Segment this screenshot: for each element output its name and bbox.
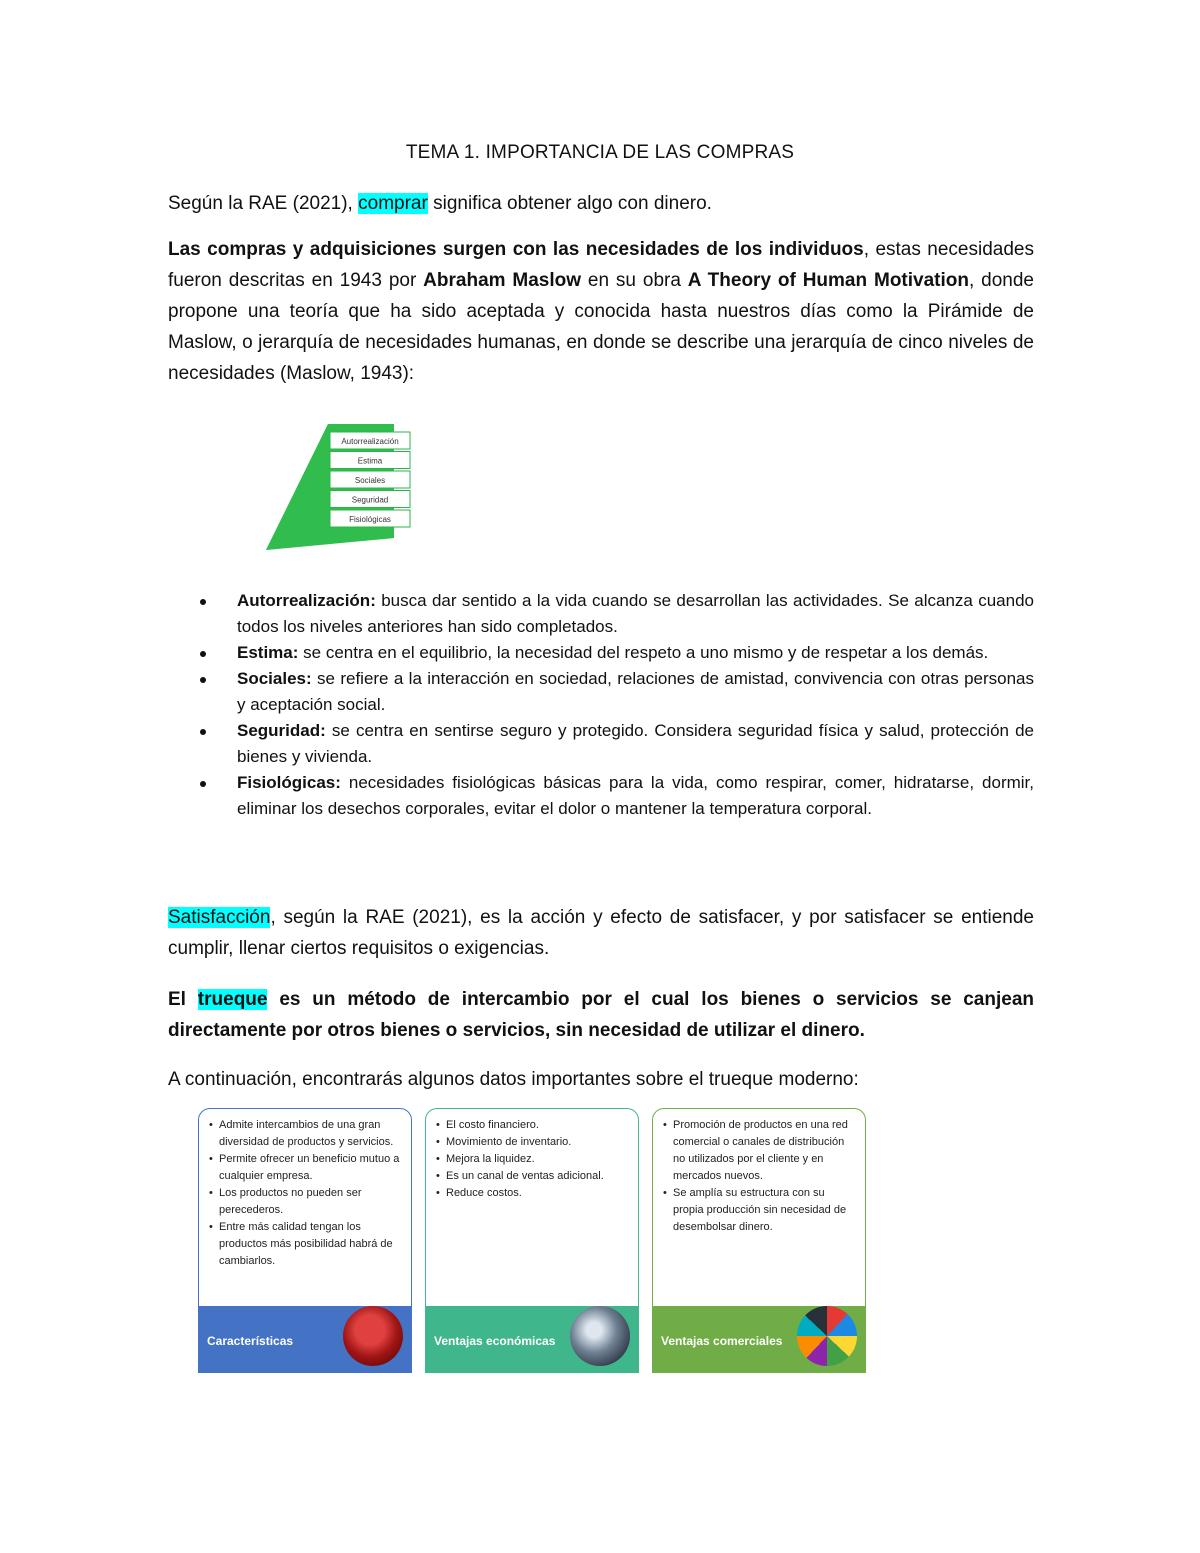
- text: , estas necesidades fueron descritas en 1943 por: [168, 239, 1034, 291]
- bold-author: Abraham Maslow: [423, 270, 582, 291]
- pyramid-level-label: Autorrealización: [341, 437, 399, 446]
- need-description: se refiere a la interacción en sociedad, relaciones de amistad, convivencia con otras personas y aceptación social.: [237, 669, 1034, 714]
- need-description: se centra en el equilibrio, la necesidad del respeto a uno mismo y de respetar a los demás.: [298, 643, 989, 662]
- card-footer-label: Ventajas comerciales: [661, 1334, 783, 1348]
- card-list-item: • Reduce costos.: [436, 1185, 628, 1202]
- bold-text: Las compras y adquisiciones surgen con las necesidades de los individuos: [168, 239, 864, 260]
- card-footer-label: Características: [207, 1334, 294, 1348]
- needs-list: [200, 588, 1034, 822]
- text: , según la RAE (2021), es la acción y efecto de satisfacer, y por satisfacer se entiende cumplir, llenar ciertos requisitos o exigencias.: [168, 907, 1034, 959]
- bullet-icon: [200, 599, 206, 605]
- dollar-coin-icon: [570, 1306, 630, 1366]
- pyramid-level-label: Seguridad: [351, 495, 389, 505]
- page-title: TEMA 1. IMPORTANCIA DE LAS COMPRAS: [405, 142, 795, 163]
- need-description: necesidades fisiológicas básicas para la vida, como respirar, comer, hidratarse, dormir, eliminar los desechos corporales, evitar el dolor o mantener la temperatura corporal.: [237, 773, 1034, 818]
- highlighted-term-comprar: comprar: [358, 193, 428, 214]
- need-term: Fisiológicas:: [237, 773, 341, 792]
- trueque-card: [425, 1108, 639, 1373]
- card-list-item: • Permite ofrecer un beneficio mutuo a cualquier empresa.: [209, 1151, 401, 1185]
- highlighted-term-satisfaccion: Satisfacción: [168, 907, 271, 928]
- card-list-item: • El costo financiero.: [436, 1117, 628, 1134]
- bullet-icon: [200, 677, 206, 683]
- paragraph-satisfaccion: [168, 902, 1034, 964]
- need-description: busca dar sentido a la vida cuando se desarrollan las actividades. Se alcanza cuando todos los niveles anteriores han sido completados.: [237, 591, 1034, 636]
- card-list-item: • Mejora la liquidez.: [436, 1151, 628, 1168]
- need-term: Estima:: [237, 643, 299, 662]
- card-footer: [426, 1306, 638, 1372]
- card-list-item: • Promoción de productos en una red comercial o canales de distribución no utilizados por el cliente y en mercados nuevos.: [663, 1117, 855, 1185]
- paragraph-compras-definicion: [168, 188, 1034, 219]
- bullet-icon: [200, 781, 206, 787]
- text: El: [168, 989, 198, 1010]
- card-list-item: • Admite intercambios de una gran diversidad de productos y servicios.: [209, 1117, 401, 1151]
- pyramid-level-label: Estima: [357, 456, 383, 466]
- bullet-icon: [200, 651, 206, 657]
- paragraph-maslow: [168, 234, 1034, 389]
- app-icons-icon: [797, 1306, 857, 1366]
- pyramid-level-label: Sociales: [354, 476, 386, 485]
- wax-seal-icon: [343, 1306, 403, 1366]
- need-term: Autorrealización:: [237, 591, 376, 610]
- card-list-item: • Los productos no pueden ser perecederos.: [209, 1185, 401, 1219]
- trueque-card: [198, 1108, 412, 1373]
- card-list: [436, 1117, 628, 1202]
- need-list-item: [200, 770, 1034, 822]
- card-footer: [653, 1306, 865, 1372]
- card-list: [663, 1117, 855, 1236]
- need-list-item: [200, 718, 1034, 770]
- card-list-item: • Entre más calidad tengan los productos más posibilidad habrá de cambiarlos.: [209, 1219, 401, 1270]
- trueque-card: [652, 1108, 866, 1373]
- card-footer-label: Ventajas económicas: [434, 1334, 556, 1348]
- paragraph-intro-datos: A continuación, encontrarás algunos datos importantes sobre el trueque moderno:: [168, 1069, 859, 1090]
- pyramid-level-label: Fisiológicas: [349, 515, 391, 524]
- highlighted-term-trueque: trueque: [197, 989, 268, 1010]
- bullet-icon: [200, 729, 206, 735]
- text: , donde propone una teoría que ha sido aceptada y conocida hasta nuestros días como la Pirámide de Maslow, o jerarquía de necesidades humanas, en donde se describe una jerarquía de cinco niveles de necesidades (Maslow, 1943):: [168, 270, 1034, 384]
- card-list: [209, 1117, 401, 1270]
- need-term: Sociales:: [237, 669, 312, 688]
- bold-work-title: A Theory of Human Motivation: [687, 270, 969, 291]
- text: en su obra: [581, 270, 688, 291]
- need-description: se centra en sentirse seguro y protegido. Considera seguridad física y salud, protección de bienes y vivienda.: [237, 721, 1034, 766]
- need-list-item: [200, 666, 1034, 718]
- maslow-pyramid: [262, 420, 418, 552]
- card-footer: [199, 1306, 411, 1372]
- card-list-item: • Es un canal de ventas adicional.: [436, 1168, 628, 1185]
- text: Según la RAE (2021),: [168, 193, 359, 214]
- text: significa obtener algo con dinero.: [427, 193, 712, 214]
- need-list-item: [200, 588, 1034, 640]
- card-list-item: • Se amplía su estructura con su propia producción sin necesidad de desembolsar dinero.: [663, 1185, 855, 1236]
- need-list-item: [200, 640, 1034, 666]
- text: es un método de intercambio por el cual los bienes o servicios se canjean directamente por otros bienes o servicios, sin necesidad de utilizar el dinero.: [168, 989, 1034, 1041]
- card-list-item: • Movimiento de inventario.: [436, 1134, 628, 1151]
- paragraph-trueque: [168, 984, 1034, 1046]
- need-term: Seguridad:: [237, 721, 326, 740]
